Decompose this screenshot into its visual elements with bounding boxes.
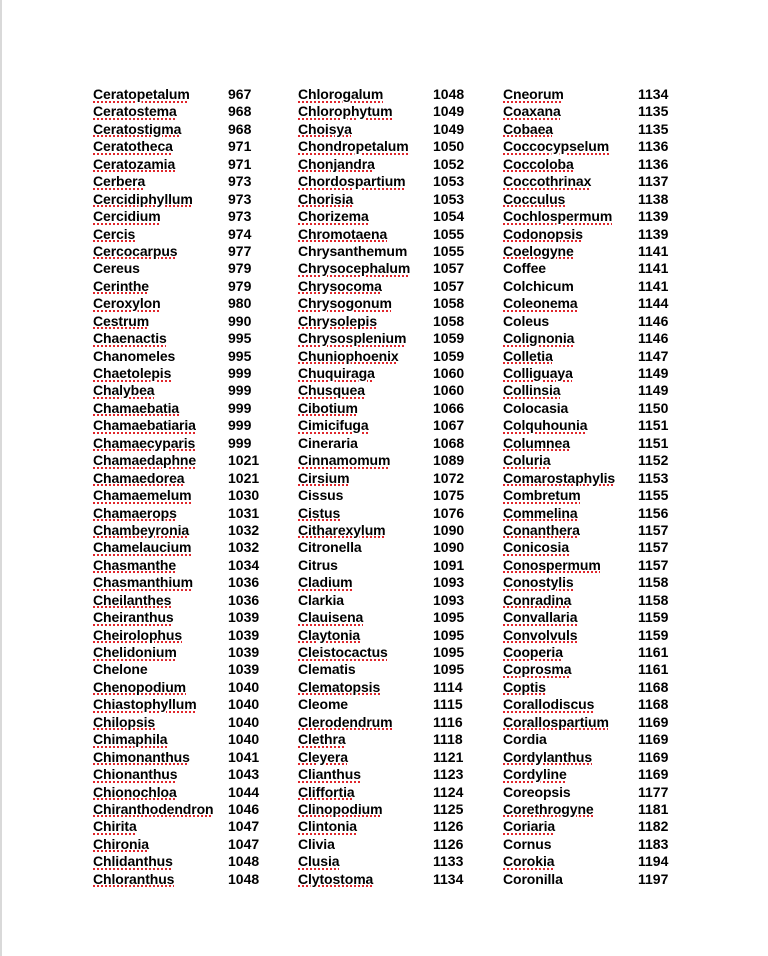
index-term-spellcheck-flagged[interactable]: Ceratostema — [93, 103, 177, 120]
index-page-number: 1124 — [433, 783, 464, 800]
index-page-number: 1197 — [638, 870, 669, 887]
index-page-number: 1147 — [638, 347, 669, 364]
index-term-spellcheck-flagged[interactable]: Cleistocactus — [298, 644, 388, 660]
index-term-spellcheck-flagged[interactable]: Cochlospermum — [503, 208, 613, 225]
index-term-spellcheck-flagged[interactable]: Coaxana — [503, 103, 561, 120]
index-page-number: 1046 — [228, 800, 260, 817]
index-term-spellcheck-flagged[interactable]: Cneorum — [503, 86, 564, 102]
index-term-spellcheck-flagged[interactable]: Cinnamomum — [298, 452, 391, 469]
index-page-number: 1169 — [638, 731, 669, 748]
index-term-spellcheck-flagged[interactable]: Chuquiraga — [298, 365, 375, 381]
index-term-spellcheck-flagged[interactable]: Chorizema — [298, 208, 369, 225]
index-page-number: 1052 — [433, 155, 465, 172]
index-term-spellcheck-flagged[interactable]: Cercidiphyllum — [93, 190, 193, 207]
index-term-spellcheck-flagged[interactable]: Colliguaya — [503, 365, 573, 381]
index-term-spellcheck-flagged[interactable]: Chorisia — [298, 190, 354, 207]
index-page-number: 1036 — [228, 591, 260, 608]
index-term-spellcheck-flagged[interactable]: Clauisena — [298, 609, 364, 626]
index-term-spellcheck-flagged[interactable]: Chamaerops — [93, 504, 177, 521]
index-term-spellcheck-flagged[interactable]: Colquhounia — [503, 417, 588, 434]
index-term-spellcheck-flagged[interactable]: Chlorogalum — [298, 86, 384, 102]
index-page-number: 1066 — [433, 399, 465, 416]
index-term-spellcheck-flagged[interactable]: Coelogyne — [503, 242, 574, 259]
index-term-spellcheck-flagged[interactable]: Ceratotheca — [93, 138, 173, 155]
index-term[interactable]: Colchicum — [503, 277, 574, 294]
index-page-number: 1048 — [228, 853, 260, 870]
index-page-number: 1067 — [433, 417, 465, 434]
index-page-number: 1043 — [228, 766, 260, 783]
index-term-spellcheck-flagged[interactable]: Chlidanthus — [93, 853, 173, 870]
index-page-number: 1168 — [638, 678, 669, 695]
index-page-number: 1169 — [638, 748, 669, 765]
index-term[interactable]: Chelone — [93, 661, 148, 678]
index-term-spellcheck-flagged[interactable]: Codonopsis — [503, 225, 583, 242]
index-page-number: 1125 — [433, 800, 464, 817]
index-page-number: 971 — [228, 138, 252, 155]
index-term[interactable]: Cereus — [93, 260, 140, 277]
index-page-number: 1152 — [638, 452, 669, 469]
index-page-number: 1158 — [638, 591, 669, 608]
index-term-spellcheck-flagged[interactable]: Convallaria — [503, 609, 578, 626]
index-term-spellcheck-flagged[interactable]: Chaetolepis — [93, 365, 172, 381]
index-page-number: 990 — [228, 312, 252, 329]
index-term-spellcheck-flagged[interactable]: Chionochloa — [93, 783, 177, 800]
index-page-number: 1126 — [433, 818, 464, 835]
index-term-spellcheck-flagged[interactable]: Coptis — [503, 678, 546, 695]
index-page-number: 1153 — [638, 469, 669, 486]
index-page-number: 1040 — [228, 696, 260, 713]
index-term-spellcheck-flagged[interactable]: Cladium — [298, 574, 353, 591]
index-term-spellcheck-flagged[interactable]: Cooperia — [503, 644, 563, 660]
index-term-spellcheck-flagged[interactable]: Cerbera — [93, 173, 146, 190]
index-page-number: 1055 — [433, 242, 465, 259]
index-page-number: 1161 — [638, 661, 669, 678]
index-page-number: 1150 — [638, 399, 669, 416]
index-page-number: 1021 — [228, 469, 260, 486]
index-term-spellcheck-flagged[interactable]: Columnea — [503, 434, 570, 451]
index-page-number: 1135 — [638, 120, 669, 137]
index-term-spellcheck-flagged[interactable]: Chimonanthus — [93, 748, 190, 765]
index-term-spellcheck-flagged[interactable]: Coprosma — [503, 661, 572, 678]
index-page-number: 1075 — [433, 487, 465, 504]
index-term-spellcheck-flagged[interactable]: Corallospartium — [503, 713, 609, 730]
index-page-number: 973 — [228, 208, 252, 225]
index-term-spellcheck-flagged[interactable]: Corokia — [503, 853, 555, 870]
index-page-number: 1156 — [638, 504, 669, 521]
index-term-spellcheck-flagged[interactable]: Citharexylum — [298, 521, 386, 538]
page-left-edge — [0, 0, 2, 956]
index-page-number: 1181 — [638, 800, 669, 817]
index-term-spellcheck-flagged[interactable]: Chonjandra — [298, 155, 375, 172]
index-page-number: 1095 — [433, 626, 465, 643]
index-term-spellcheck-flagged[interactable]: Cordyline — [503, 766, 567, 783]
index-term-spellcheck-flagged[interactable]: Cercidium — [93, 208, 161, 225]
index-page-number: 967 — [228, 86, 252, 102]
index-term-spellcheck-flagged[interactable]: Cimicifuga — [298, 417, 369, 434]
index-term-spellcheck-flagged[interactable]: Cliffortia — [298, 783, 355, 800]
index-page-number: 1151 — [638, 417, 669, 434]
index-page-number: 1039 — [228, 644, 260, 660]
index-page-number: 1136 — [638, 138, 669, 155]
index-term-spellcheck-flagged[interactable]: Chirita — [93, 818, 137, 835]
index-term-spellcheck-flagged[interactable]: Cerinthe — [93, 277, 149, 294]
index-term-spellcheck-flagged[interactable]: Ceratostigma — [93, 120, 182, 137]
index-page-number: 1126 — [433, 835, 464, 852]
index-page-number: 1058 — [433, 295, 465, 312]
index-term-spellcheck-flagged[interactable]: Claytonia — [298, 626, 361, 643]
index-page-number: 995 — [228, 330, 252, 347]
index-term-spellcheck-flagged[interactable]: Clintonia — [298, 818, 357, 835]
index-term[interactable]: Coleus — [503, 312, 550, 329]
index-page-number: 1151 — [638, 434, 669, 451]
index-term-spellcheck-flagged[interactable]: Chamaebatiaria — [93, 417, 196, 434]
index-page-number: 1039 — [228, 626, 260, 643]
index-page-number: 1047 — [228, 835, 260, 852]
index-page-number: 1048 — [433, 86, 465, 102]
index-page-number: 1050 — [433, 138, 465, 155]
index-page-number: 1032 — [228, 539, 260, 556]
index-term[interactable]: Coronilla — [503, 870, 563, 887]
index-term[interactable]: Clivia — [298, 835, 335, 852]
index-term-spellcheck-flagged[interactable]: Ceratopetalum — [93, 86, 190, 102]
index-term-spellcheck-flagged[interactable]: Ceratozamia — [93, 155, 176, 172]
index-page-number: 1133 — [433, 853, 464, 870]
index-term-spellcheck-flagged[interactable]: Clianthus — [298, 766, 361, 783]
index-term-spellcheck-flagged[interactable]: Colignonia — [503, 330, 575, 347]
index-term-spellcheck-flagged[interactable]: Clerodendrum — [298, 713, 393, 730]
index-term-spellcheck-flagged[interactable]: Chimaphila — [93, 731, 168, 748]
index-page-number: 1039 — [228, 661, 260, 678]
index-term-spellcheck-flagged[interactable]: Corethrogyne — [503, 800, 594, 817]
index-page-number: 1057 — [433, 277, 465, 294]
index-page-number: 1021 — [228, 452, 260, 469]
index-page-number: 995 — [228, 347, 252, 364]
index-term-spellcheck-flagged[interactable]: Coleonema — [503, 295, 578, 312]
index-term-spellcheck-flagged[interactable]: Cheiranthus — [93, 609, 174, 626]
index-page-number: 1058 — [433, 312, 465, 329]
index-page-number: 1036 — [228, 574, 260, 591]
index-page-number: 1169 — [638, 713, 669, 730]
index-page-number: 1068 — [433, 434, 465, 451]
index-page-number: 1090 — [433, 521, 465, 538]
index-term-spellcheck-flagged[interactable]: Chaenactis — [93, 330, 167, 347]
index-page-number: 1144 — [638, 295, 669, 312]
index-term-spellcheck-flagged[interactable]: Clytostoma — [298, 870, 374, 887]
index-term[interactable]: Coreopsis — [503, 783, 571, 800]
index-term-spellcheck-flagged[interactable]: Coriaria — [503, 818, 556, 835]
index-page-number: 999 — [228, 417, 252, 434]
index-term[interactable]: Cineraria — [298, 434, 358, 451]
index-page-number: 1141 — [638, 242, 669, 259]
index-term-spellcheck-flagged[interactable]: Cistus — [298, 504, 341, 521]
index-term[interactable]: Citrus — [298, 556, 338, 573]
index-page-number: 1159 — [638, 626, 669, 643]
index-page-number: 999 — [228, 382, 252, 399]
index-page-number: 1168 — [638, 696, 669, 713]
index-term-spellcheck-flagged[interactable]: Chloranthus — [93, 870, 175, 887]
index-page-number: 1158 — [638, 574, 669, 591]
index-term[interactable]: Cissus — [298, 487, 344, 504]
index-page-number: 1161 — [638, 644, 669, 660]
index-term-spellcheck-flagged[interactable]: Chuniophoenix — [298, 347, 399, 364]
index-term-spellcheck-flagged[interactable]: Conospermum — [503, 556, 601, 573]
index-page-number: 1169 — [638, 766, 669, 783]
index-page-number: 1095 — [433, 661, 465, 678]
index-page-number: 1048 — [228, 870, 260, 887]
index-term-spellcheck-flagged[interactable]: Chelidonium — [93, 644, 177, 660]
index-page-number: 1149 — [638, 382, 669, 399]
index-term-spellcheck-flagged[interactable]: Cobaea — [503, 120, 553, 137]
index-page-number: 1040 — [228, 713, 260, 730]
index-page-number: 1032 — [228, 521, 260, 538]
index-term-spellcheck-flagged[interactable]: Clusia — [298, 853, 340, 870]
index-term-spellcheck-flagged[interactable]: Chordospartium — [298, 173, 406, 190]
index-page-number: 1157 — [638, 521, 669, 538]
index-page-number: 1115 — [433, 696, 463, 713]
index-page-number: 1157 — [638, 556, 669, 573]
index-page-number: 1049 — [433, 120, 465, 137]
index-page-number: 1146 — [638, 312, 669, 329]
index-term-spellcheck-flagged[interactable]: Chionanthus — [93, 766, 178, 783]
index-page-number: 979 — [228, 260, 252, 277]
index-term-spellcheck-flagged[interactable]: Chusquea — [298, 382, 365, 399]
index-term[interactable]: Cleome — [298, 696, 348, 713]
index-term[interactable]: Clematis — [298, 661, 356, 678]
index-page-number: 974 — [228, 225, 252, 242]
index-term-spellcheck-flagged[interactable]: Coccothrinax — [503, 173, 592, 190]
index-page-number: 979 — [228, 277, 252, 294]
index-page-number: 1060 — [433, 365, 465, 381]
index-page-number: 1095 — [433, 644, 465, 660]
index-page-number: 1044 — [228, 783, 260, 800]
index-page-number: 1182 — [638, 818, 669, 835]
index-page-number: 1060 — [433, 382, 465, 399]
index-term-spellcheck-flagged[interactable]: Convolvuls — [503, 626, 578, 643]
index-term-spellcheck-flagged[interactable]: Chamaedaphne — [93, 452, 197, 469]
index-page-number: 1123 — [433, 766, 464, 783]
index-term-spellcheck-flagged[interactable]: Collinsia — [503, 382, 561, 399]
index-term-spellcheck-flagged[interactable]: Coccocypselum — [503, 138, 610, 155]
index-term[interactable]: Chrysanthemum — [298, 242, 408, 259]
index-page-number: 1047 — [228, 818, 260, 835]
index-page-number: 1135 — [638, 103, 669, 120]
index-page-number: 1157 — [638, 539, 669, 556]
index-page-number: 1057 — [433, 260, 465, 277]
index-page-number: 1072 — [433, 469, 465, 486]
index-term[interactable]: Coffee — [503, 260, 546, 277]
index-term[interactable]: Citronella — [298, 539, 362, 556]
index-term[interactable]: Cornus — [503, 835, 552, 852]
index-page-number: 1139 — [638, 225, 669, 242]
index-term-spellcheck-flagged[interactable]: Cheilanthes — [93, 591, 172, 608]
index-term-spellcheck-flagged[interactable]: Cocculus — [503, 190, 566, 207]
index-page-number: 1159 — [638, 609, 669, 626]
index-page-number: 1134 — [433, 870, 464, 887]
index-term-spellcheck-flagged[interactable]: Chiranthodendron — [93, 800, 214, 817]
index-term-spellcheck-flagged[interactable]: Choisya — [298, 120, 352, 137]
index-term-spellcheck-flagged[interactable]: Chromotaena — [298, 225, 388, 242]
index-term[interactable]: Cordia — [503, 731, 547, 748]
index-term-spellcheck-flagged[interactable]: Chrysolepis — [298, 312, 378, 329]
index-page-number: 999 — [228, 434, 252, 451]
index-page-number: 1049 — [433, 103, 465, 120]
index-page-number: 968 — [228, 103, 252, 120]
index-term-spellcheck-flagged[interactable]: Chilopsis — [93, 713, 156, 730]
index-page-number: 1059 — [433, 347, 465, 364]
index-term-spellcheck-flagged[interactable]: Chamaemelum — [93, 487, 192, 504]
index-term-spellcheck-flagged[interactable]: Chamaecyparis — [93, 434, 196, 451]
index-page-number: 1155 — [638, 487, 669, 504]
index-term-spellcheck-flagged[interactable]: Clematopsis — [298, 678, 381, 695]
index-term-spellcheck-flagged[interactable]: Conradina — [503, 591, 572, 608]
index-term-spellcheck-flagged[interactable]: Cercis — [93, 225, 136, 242]
index-term-spellcheck-flagged[interactable]: Cordylanthus — [503, 748, 593, 765]
index-page-number: 1116 — [433, 713, 463, 730]
index-page-number: 1118 — [433, 731, 463, 748]
index-term-spellcheck-flagged[interactable]: Chondropetalum — [298, 138, 409, 155]
index-page-number: 1146 — [638, 330, 669, 347]
index-page-number: 977 — [228, 242, 252, 259]
index-term-spellcheck-flagged[interactable]: Chasmanthium — [93, 574, 193, 591]
index-term-spellcheck-flagged[interactable]: Chamaedorea — [93, 469, 185, 486]
index-page-number: 1053 — [433, 190, 465, 207]
index-page-number: 1090 — [433, 539, 465, 556]
index-term-spellcheck-flagged[interactable]: Cheirolophus — [93, 626, 183, 643]
index-term-spellcheck-flagged[interactable]: Cestrum — [93, 312, 150, 329]
index-page-number: 1194 — [638, 853, 669, 870]
index-term-spellcheck-flagged[interactable]: Chiastophyllum — [93, 696, 197, 713]
index-term-spellcheck-flagged[interactable]: Coluria — [503, 452, 551, 469]
index-page-number: 968 — [228, 120, 252, 137]
index-term-spellcheck-flagged[interactable]: Conostylis — [503, 574, 574, 591]
index-term-spellcheck-flagged[interactable]: Chironia — [93, 835, 149, 852]
index-page-number: 1041 — [228, 748, 260, 765]
index-term-spellcheck-flagged[interactable]: Chrysogonum — [298, 295, 392, 312]
index-page-number: 1093 — [433, 591, 465, 608]
index-term-spellcheck-flagged[interactable]: Chrysocoma — [298, 277, 382, 294]
index-page-number: 1095 — [433, 609, 465, 626]
index-page-number: 1134 — [638, 86, 669, 102]
index-term-spellcheck-flagged[interactable]: Chenopodium — [93, 678, 186, 695]
index-page-number: 1091 — [433, 556, 465, 573]
index-term-spellcheck-flagged[interactable]: Chamaebatia — [93, 399, 180, 416]
index-page-number: 973 — [228, 173, 252, 190]
index-page-number: 1137 — [638, 173, 669, 190]
index-term-spellcheck-flagged[interactable]: Cleyera — [298, 748, 348, 765]
index-page-number: 999 — [228, 399, 252, 416]
index-term-spellcheck-flagged[interactable]: Cibotium — [298, 399, 358, 416]
index-page-number: 971 — [228, 155, 252, 172]
index-page-number: 1054 — [433, 208, 465, 225]
index-page-number: 1136 — [638, 155, 669, 172]
index-term-spellcheck-flagged[interactable]: Cirsium — [298, 469, 350, 486]
index-term-spellcheck-flagged[interactable]: Chambeyronia — [93, 521, 190, 538]
index-term-spellcheck-flagged[interactable]: Chalybea — [93, 382, 155, 399]
index-term-spellcheck-flagged[interactable]: Comarostaphylis — [503, 469, 616, 486]
index-term-spellcheck-flagged[interactable]: Conicosia — [503, 539, 570, 556]
index-page-number: 980 — [228, 295, 252, 312]
index-page-number: 1093 — [433, 574, 465, 591]
index-page-number: 1040 — [228, 678, 260, 695]
index-page-number: 1139 — [638, 208, 669, 225]
index-page-number: 1039 — [228, 609, 260, 626]
index-page-number: 1141 — [638, 260, 669, 277]
index-term-spellcheck-flagged[interactable]: Combretum — [503, 487, 581, 504]
index-term[interactable]: Colocasia — [503, 399, 569, 416]
index-page-number: 1089 — [433, 452, 465, 469]
index-term-spellcheck-flagged[interactable]: Chlorophytum — [298, 103, 393, 120]
index-page-number: 973 — [228, 190, 252, 207]
index-page-number: 1030 — [228, 487, 260, 504]
index-term-spellcheck-flagged[interactable]: Chrysocephalum — [298, 260, 411, 277]
index-page-number: 1059 — [433, 330, 465, 347]
index-term-spellcheck-flagged[interactable]: Coccoloba — [503, 155, 574, 172]
index-page-number: 1031 — [228, 504, 260, 521]
index-page-number: 999 — [228, 365, 252, 381]
index-page-number: 1183 — [638, 835, 669, 852]
index-term-spellcheck-flagged[interactable]: Conanthera — [503, 521, 580, 538]
index-term-spellcheck-flagged[interactable]: Clinopodium — [298, 800, 383, 817]
index-page-number: 1040 — [228, 731, 260, 748]
index-page-number: 1034 — [228, 556, 260, 573]
index-term-spellcheck-flagged[interactable]: Ceroxylon — [93, 295, 161, 312]
index-term[interactable]: Clarkia — [298, 591, 344, 608]
index-term-spellcheck-flagged[interactable]: Chrysosplenium — [298, 330, 407, 347]
index-term-spellcheck-flagged[interactable]: Cercocarpus — [93, 242, 178, 259]
index-term[interactable]: Chanomeles — [93, 347, 176, 364]
index-page-number: 1149 — [638, 365, 669, 381]
index-term-spellcheck-flagged[interactable]: Colletia — [503, 347, 553, 364]
index-page-number: 1138 — [638, 190, 669, 207]
index-page-number: 1121 — [433, 748, 464, 765]
index-page-number: 1177 — [638, 783, 669, 800]
index-term-spellcheck-flagged[interactable]: Commelina — [503, 504, 578, 521]
index-page-number: 1076 — [433, 504, 465, 521]
index-page-number: 1114 — [433, 678, 463, 695]
index-term-spellcheck-flagged[interactable]: Chasmanthe — [93, 556, 177, 573]
index-term-spellcheck-flagged[interactable]: Corallodiscus — [503, 696, 595, 713]
index-term-spellcheck-flagged[interactable]: Clethra — [298, 731, 346, 748]
index-term-spellcheck-flagged[interactable]: Chamelaucium — [93, 539, 192, 556]
index-page-number: 1053 — [433, 173, 465, 190]
index-page-number: 1055 — [433, 225, 465, 242]
index-page-number: 1141 — [638, 277, 669, 294]
